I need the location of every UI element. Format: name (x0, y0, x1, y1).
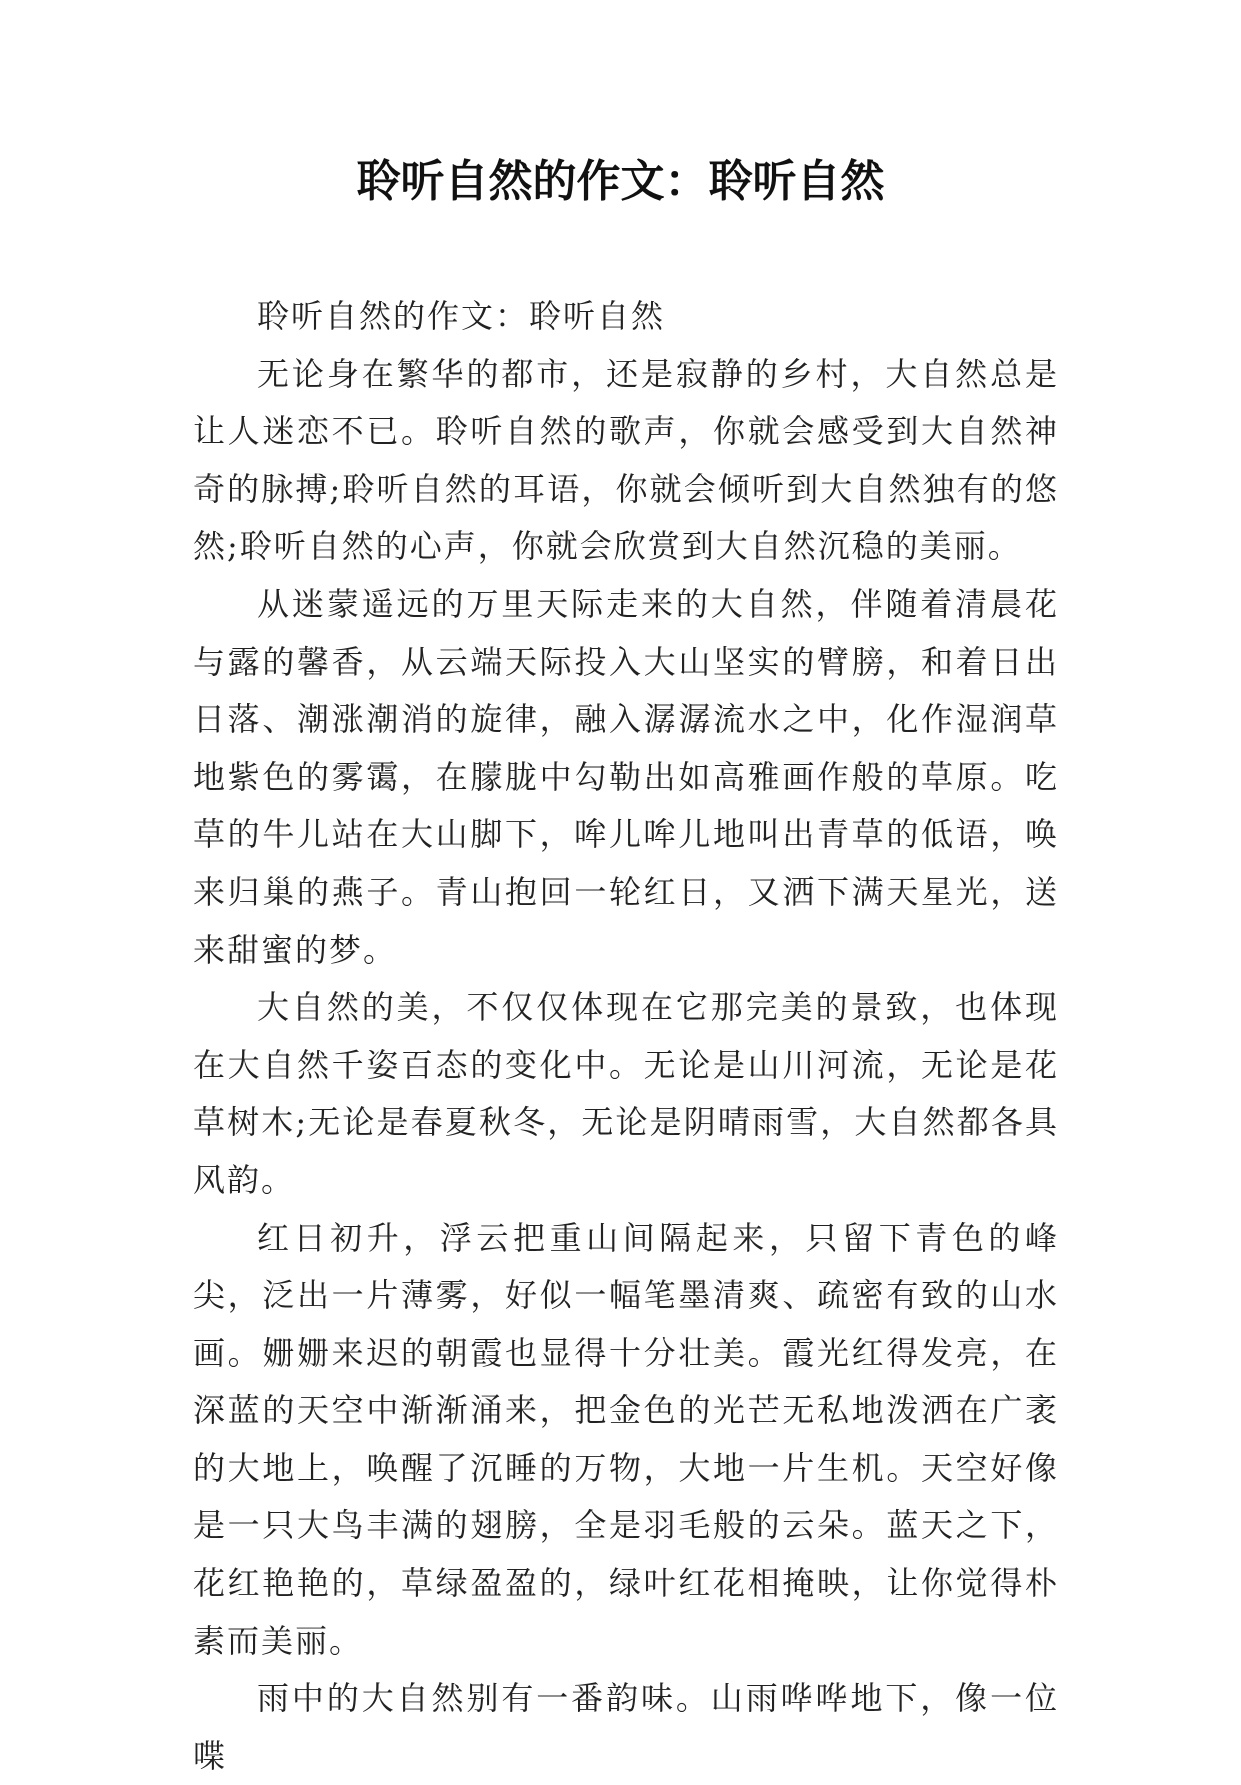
paragraph: 红日初升，浮云把重山间隔起来，只留下青色的峰尖，泛出一片薄雾，好似一幅笔墨清爽、疏密有致的山水画。姗姗来迟的朝霞也显得十分壮美。霞光红得发亮，在深蓝的天空中渐渐涌来，把金色的光芒无私地泼洒在广袤的大地上，唤醒了沉睡的万物，大地一片生机。天空好像是一只大鸟丰满的翅膀，全是羽毛般的云朵。蓝天之下，花红艳艳的，草绿盈盈的，绿叶红花相掩映，让你觉得朴素而美丽。 (193, 1218, 1059, 1660)
paragraph: 无论身在繁华的都市，还是寂静的乡村，大自然总是让人迷恋不已。聆听自然的歌声，你就会感受到大自然神奇的脉搏;聆听自然的耳语，你就会倾听到大自然独有的悠然;聆听自然的心声，你就会欣赏到大自然沉稳的美丽。 (193, 354, 1059, 566)
paragraph: 大自然的美，不仅仅体现在它那完美的景致，也体现在大自然千姿百态的变化中。无论是山川河流，无论是花草树木;无论是春夏秋冬，无论是阴晴雨雪，大自然都各具风韵。 (193, 988, 1059, 1199)
document-body (193, 288, 1059, 1785)
paragraph: 聆听自然的作文：聆听自然 (257, 297, 666, 335)
paragraph: 雨中的大自然别有一番韵味。山雨哗哗地下，像一位喋 (193, 1679, 1059, 1775)
paragraph: 从迷蒙遥远的万里天际走来的大自然，伴随着清晨花与露的馨香，从云端天际投入大山坚实的臂膀，和着日出日落、潮涨潮消的旋律，融入潺潺流水之中，化作湿润草地紫色的雾霭，在朦胧中勾勒出如高雅画作般的草原。吃草的牛儿站在大山脚下，哞儿哞儿地叫出青草的低语，唤来归巢的燕子。青山抱回一轮红日，又洒下满天星光，送来甜蜜的梦。 (193, 584, 1059, 969)
document-title: 聆听自然的作文：聆听自然 (356, 156, 885, 207)
